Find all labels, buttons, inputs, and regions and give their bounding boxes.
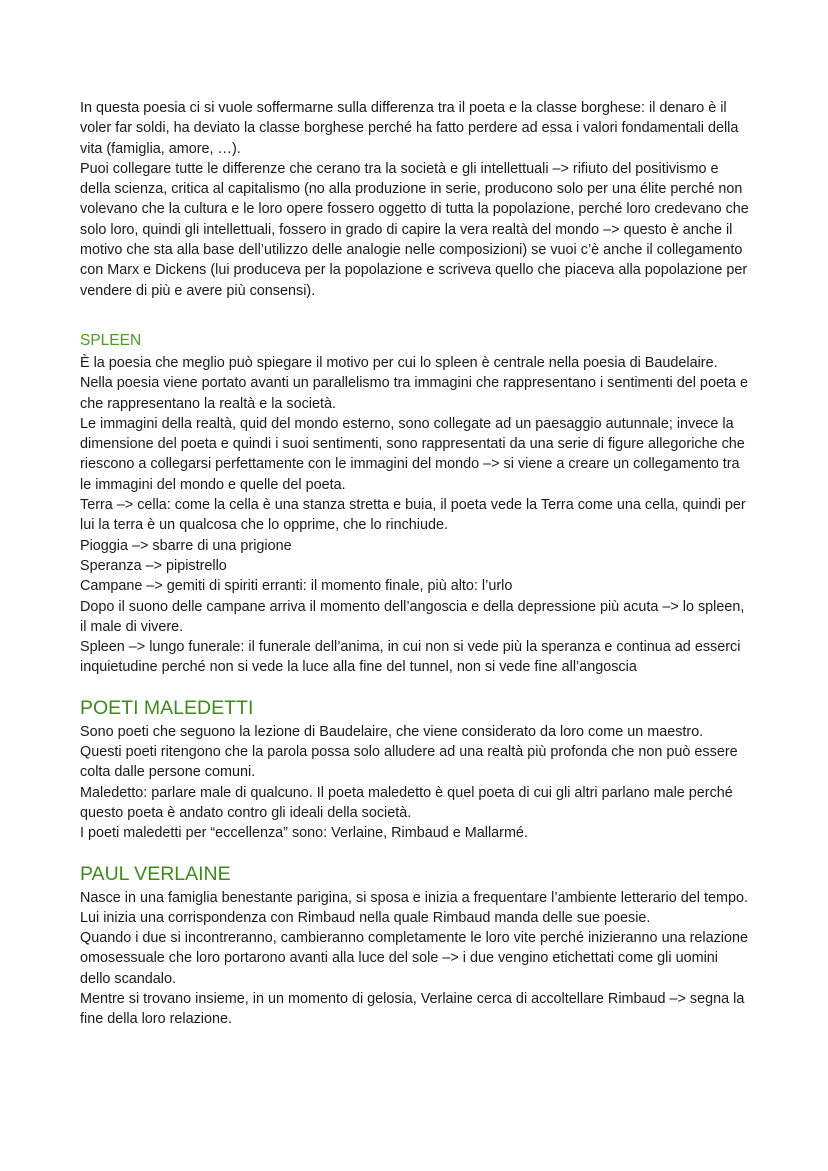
spleen-paragraph: Nella poesia viene portato avanti un parallelismo tra immagini che rappresentano i sentimenti del poeta e che rappresentano la realtà e la società.	[80, 375, 748, 412]
spleen-paragraph: Speranza –> pipistrello	[80, 557, 227, 574]
spleen-section	[80, 331, 752, 678]
poeti-paragraph: I poeti maledetti per “eccellenza” sono: Verlaine, Rimbaud e Mallarmé.	[80, 825, 528, 842]
verlaine-paragraph: Quando i due si incontreranno, cambieranno completamente le loro vite perché inizieranno una relazione omosessuale che loro portarono avanti alla luce del sole –> i due vengino etichettati come gli uomini dello scandalo.	[80, 930, 748, 987]
intro-paragraph: In questa poesia ci si vuole soffermarne sulla differenza tra il poeta e la classe borghese: il denaro è il voler far soldi, ha deviato la classe borghese perché ha fatto perdere ad essa i valori fondamentali della vita (famiglia, amore, …).	[80, 100, 739, 157]
spleen-paragraph: Dopo il suono delle campane arriva il momento dell’angoscia e della depressione più acuta –> lo spleen, il male di vivere.	[80, 598, 745, 635]
intro-section	[80, 98, 752, 301]
verlaine-paragraph: Mentre si trovano insieme, in un momento di gelosia, Verlaine cerca di accoltellare Rimbaud –> segna la fine della loro relazione.	[80, 990, 745, 1028]
verlaine-paragraph: Nasce in una famiglia benestante parigina, si sposa e inizia a frequentare l’ambiente letterario del tempo. Lui inizia una corrispondenza con Rimbaud nella quale Rimbaud manda delle sue poesie.	[80, 889, 748, 926]
intro-paragraph: Puoi collegare tutte le differenze che cerano tra la società e gli intellettuali –> rifiuto del positivismo e della scienza, critica al capitalismo (no alla produzione in serie, producono solo per una élite perché non volevano che la cultura e le loro opere fossero oggetto di tutta la popolazione, perché loro credevano che solo loro, quindi gli intellettuali, fossero in grado di capire la vera realtà del mondo –> questo è anche il motivo che sta alla base dell’utilizzo delle analogie nelle composizioni) se vuoi c’è anche il collegamento con Marx e Dickens (lui produceva per la popolazione e scriveva quello che piaceva alla popolazione per vendere di più e avere più consensi).	[80, 160, 749, 299]
paul-verlaine-heading: PAUL VERLAINE	[80, 862, 231, 885]
poeti-paragraph: Sono poeti che seguono la lezione di Baudelaire, che viene considerato da loro come un maestro.	[80, 723, 704, 740]
spleen-heading: SPLEEN	[80, 331, 142, 349]
poeti-paragraph: Questi poeti ritengono che la parola possa solo alludere ad una realtà più profonda che non può essere colta dalle persone comuni.	[80, 744, 738, 781]
paul-verlaine-section	[80, 862, 752, 1030]
spleen-paragraph: Campane –> gemiti di spiriti erranti: il momento finale, più alto: l’urlo	[80, 578, 513, 595]
spleen-paragraph: Pioggia –> sbarre di una prigione	[80, 537, 292, 554]
spleen-paragraph: Terra –> cella: come la cella è una stanza stretta e buia, il poeta vede la Terra come una cella, quindi per lui la terra è un qualcosa che lo opprime, che lo rinchiude.	[80, 497, 746, 534]
spleen-paragraph: È la poesia che meglio può spiegare il motivo per cui lo spleen è centrale nella poesia di Baudelaire.	[80, 354, 718, 371]
poeti-paragraph: Maledetto: parlare male di qualcuno. Il poeta maledetto è quel poeta di cui gli altri parlano male perché questo poeta è andato contro gli ideali della società.	[80, 784, 733, 821]
document-page	[80, 98, 752, 1030]
spleen-paragraph: Le immagini della realtà, quid del mondo esterno, sono collegate ad un paesaggio autunnale; invece la dimensione del poeta e quindi i suoi sentimenti, sono rappresentati da una serie di figure allegoriche che riescono a collegarsi perfettamente con le immagini del mondo –> si viene a creare un collegamento tra le immagini del mondo e quelle del poeta.	[80, 415, 745, 493]
spleen-paragraph: Spleen –> lungo funerale: il funerale dell’anima, in cui non si vede più la speranza e continua ad esserci inquietudine perché non si vede la luce alla fine del tunnel, non si vede fine all’angoscia	[80, 639, 741, 676]
poeti-maledetti-section	[80, 696, 752, 844]
poeti-maledetti-heading: POETI MALEDETTI	[80, 696, 254, 719]
